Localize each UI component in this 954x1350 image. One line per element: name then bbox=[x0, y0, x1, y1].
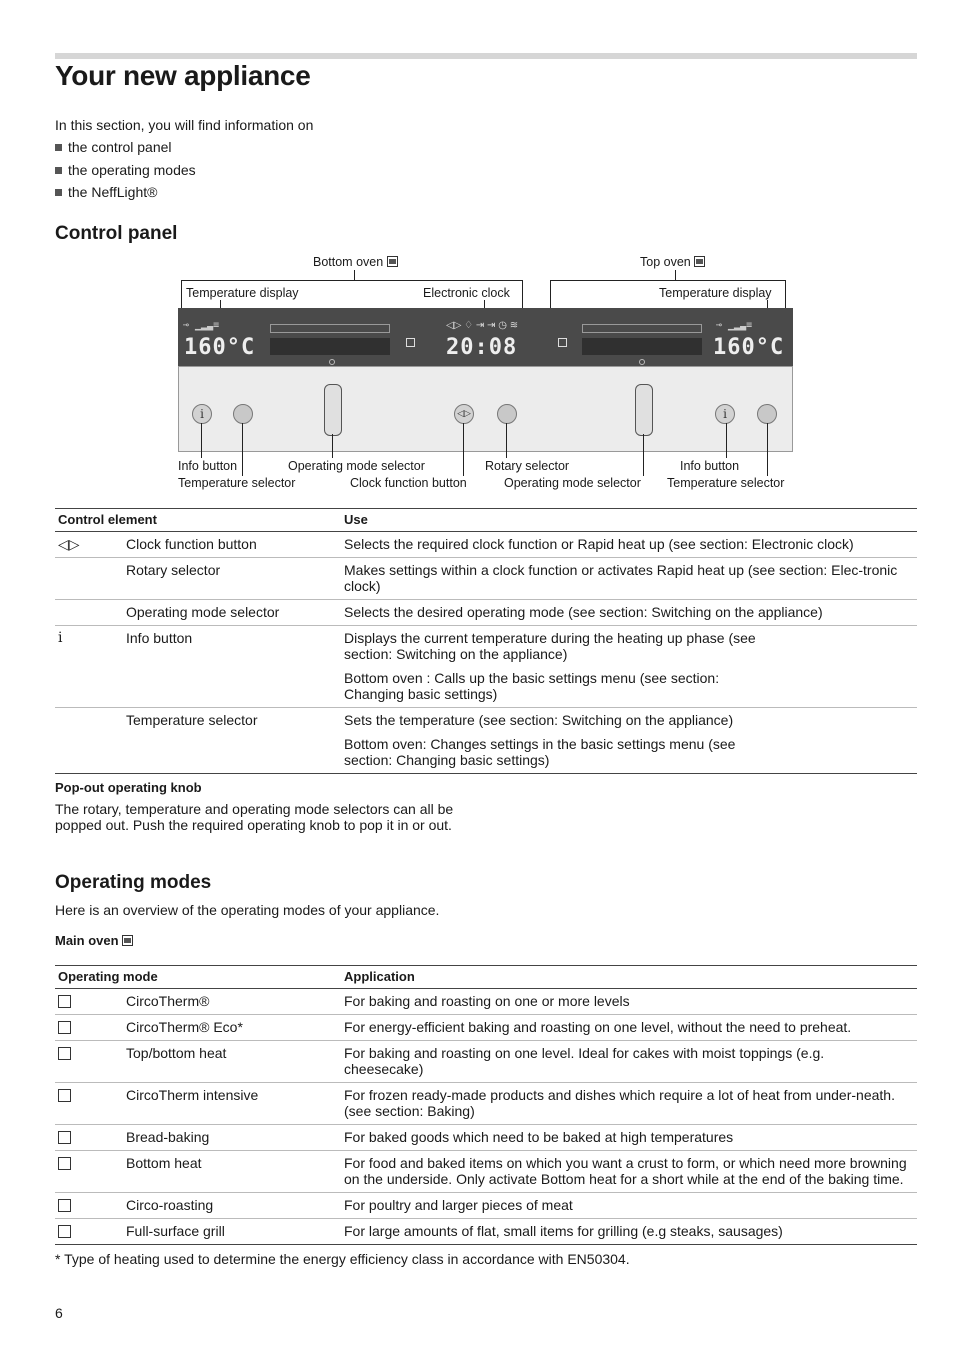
table-row: Bottom heat For food and baked items on which you want a crust to form, or which need more browning on the underside. Only activate Bottom heat for a short while at the end of the baking time. bbox=[55, 1151, 917, 1193]
top-rule bbox=[55, 53, 917, 59]
operating-mode-selector-label: Operating mode selector bbox=[288, 459, 425, 473]
table-row: CircoTherm® For baking and roasting on one or more levels bbox=[55, 989, 917, 1015]
bottom-oven-label: Bottom oven bbox=[313, 255, 398, 269]
popout-text: The rotary, temperature and operating mode selectors can all be popped out. Push the required operating knob to pop it in or out. bbox=[55, 801, 454, 833]
top-oven-label: Top oven bbox=[640, 255, 705, 269]
display-panel bbox=[178, 308, 793, 366]
fan-intensive-icon bbox=[58, 1089, 71, 1102]
left-text-display bbox=[270, 338, 390, 355]
top-bottom-heat-icon bbox=[58, 1047, 71, 1060]
bullet-item: the operating modes bbox=[55, 162, 196, 178]
bread-icon bbox=[58, 1131, 71, 1144]
page-number: 6 bbox=[55, 1305, 63, 1321]
temperature-selector-label: Temperature selector bbox=[178, 476, 296, 490]
temperature-selector-knob[interactable] bbox=[757, 404, 777, 424]
table-row: CircoTherm intensive For frozen ready-made products and dishes which require a lot of heat from under-neath. (see section: Baking) bbox=[55, 1083, 917, 1125]
oven-icon bbox=[694, 256, 705, 267]
oven-icon bbox=[406, 338, 415, 347]
temp-display-label: Temperature display bbox=[659, 286, 772, 300]
info-button-label: Info button bbox=[178, 459, 238, 473]
clock-display: 20:08 bbox=[446, 335, 518, 360]
clock-function-button[interactable]: ◁▷ bbox=[454, 404, 474, 424]
intro-text: In this section, you will find information on bbox=[55, 117, 314, 133]
right-text-display bbox=[582, 338, 702, 355]
operating-modes-intro: Here is an overview of the operating modes of your appliance. bbox=[55, 902, 440, 918]
table-row: i Info button Displays the current temperature during the heating up phase (see section: Switching on the appliance) Bottom oven : Calls up the basic settings menu (see section: Changing basic settings) bbox=[55, 626, 917, 708]
info-button-label: Info button bbox=[680, 459, 740, 473]
temperature-selector-knob[interactable] bbox=[233, 404, 253, 424]
table-row: Temperature selector Sets the temperature (see section: Switching on the appliance) Bottom oven: Changes settings in the basic settings menu (see section: Changing basic settings) bbox=[55, 708, 917, 774]
indicator-symbols: ⊸ ▁▂▃≡ bbox=[716, 320, 753, 331]
clock-function-symbols: ◁▷ ♢ ⇥ ⇥ ◷ ≋ bbox=[446, 320, 519, 331]
electronic-clock-label: Electronic clock bbox=[423, 286, 510, 300]
right-temperature-display: 160°C bbox=[713, 335, 785, 360]
column-header: Operating mode bbox=[55, 966, 341, 989]
grill-icon bbox=[58, 1225, 71, 1238]
oven-icon bbox=[122, 935, 133, 946]
clock-function-button-label: Clock function button bbox=[350, 476, 467, 490]
fan-icon bbox=[58, 995, 71, 1008]
bullet-item: the NeffLight® bbox=[55, 184, 157, 200]
column-header: Application bbox=[341, 966, 917, 989]
oven-icon bbox=[558, 338, 567, 347]
mode-symbols-strip bbox=[270, 324, 390, 333]
bullet-item: the control panel bbox=[55, 139, 172, 155]
table-row: Bread-baking For baked goods which need to be baked at high temperatures bbox=[55, 1125, 917, 1151]
operating-mode-selector-knob[interactable] bbox=[324, 384, 342, 436]
column-header: Use bbox=[341, 509, 917, 532]
popout-heading: Pop-out operating knob bbox=[55, 780, 202, 795]
operating-modes-heading: Operating modes bbox=[55, 872, 212, 893]
table-row: Rotary selector Makes settings within a clock function or activates Rapid heat up (see section: Elec-tronic clock) bbox=[55, 558, 917, 600]
oven-icon bbox=[387, 256, 398, 267]
indicator-symbols: ⊸ ▁▂▃≡ bbox=[183, 320, 220, 331]
fan-eco-icon bbox=[58, 1021, 71, 1034]
operating-mode-selector-label: Operating mode selector bbox=[504, 476, 641, 490]
operating-modes-table bbox=[55, 965, 917, 1245]
page-title: Your new appliance bbox=[55, 60, 311, 91]
column-header: Control element bbox=[55, 509, 341, 532]
table-row: Top/bottom heat For baking and roasting on one level. Ideal for cakes with moist toppings (e.g. cheesecake) bbox=[55, 1041, 917, 1083]
footnote: * Type of heating used to determine the energy efficiency class in accordance with EN50304. bbox=[55, 1251, 630, 1267]
rotary-selector-label: Rotary selector bbox=[485, 459, 570, 473]
rotary-selector-knob[interactable] bbox=[497, 404, 517, 424]
temp-display-label: Temperature display bbox=[186, 286, 299, 300]
clock-function-icon: ◁▷ bbox=[55, 532, 123, 558]
mode-symbols-strip bbox=[582, 324, 702, 333]
info-icon: i bbox=[55, 626, 123, 708]
table-row: CircoTherm® Eco* For energy-efficient baking and roasting on one level, without the need to preheat. bbox=[55, 1015, 917, 1041]
table-row: Circo-roasting For poultry and larger pieces of meat bbox=[55, 1193, 917, 1219]
knob-panel bbox=[178, 366, 793, 452]
table-row: ◁▷ Clock function button Selects the required clock function or Rapid heat up (see section: Electronic clock) bbox=[55, 532, 917, 558]
control-element-table bbox=[55, 508, 917, 774]
table-row: Full-surface grill For large amounts of flat, small items for grilling (e.g steaks, sausages) bbox=[55, 1219, 917, 1245]
main-oven-heading: Main oven bbox=[55, 933, 133, 948]
left-temperature-display: 160°C bbox=[184, 335, 256, 360]
info-button[interactable]: i bbox=[192, 404, 212, 424]
circo-roasting-icon bbox=[58, 1199, 71, 1212]
control-panel-heading: Control panel bbox=[55, 223, 178, 244]
bottom-heat-icon bbox=[58, 1157, 71, 1170]
table-row: Operating mode selector Selects the desired operating mode (see section: Switching on the appliance) bbox=[55, 600, 917, 626]
operating-mode-selector-knob[interactable] bbox=[635, 384, 653, 436]
temperature-selector-label: Temperature selector bbox=[667, 476, 785, 490]
info-button[interactable]: i bbox=[715, 404, 735, 424]
